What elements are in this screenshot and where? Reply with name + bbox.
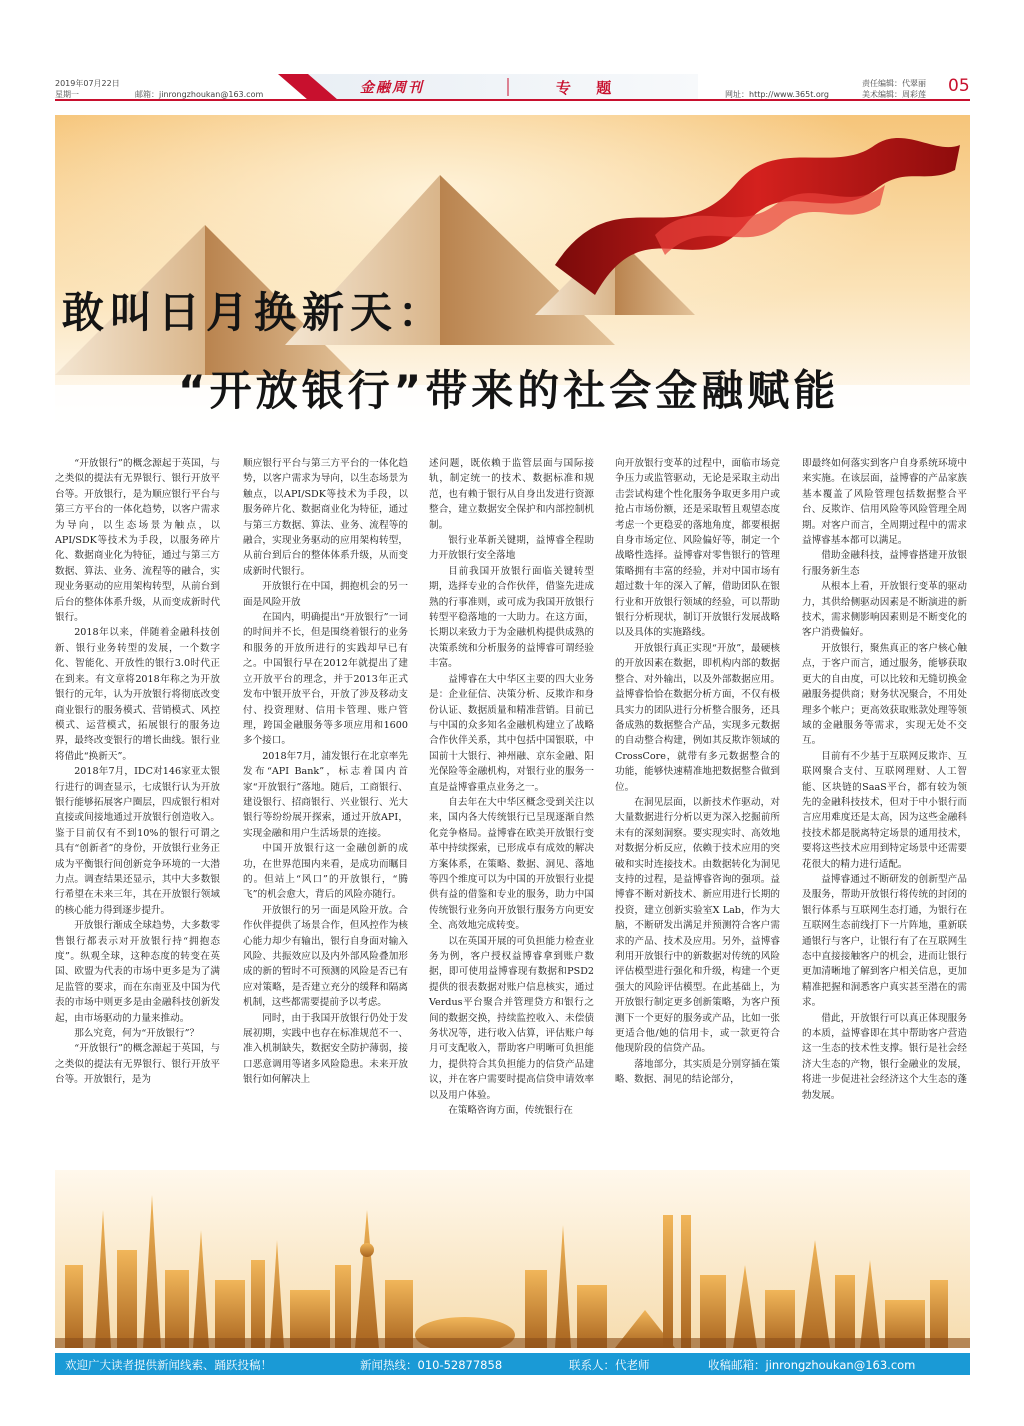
art-editor: 美术编辑：周彩莲: [862, 90, 926, 99]
paragraph: 向开放银行变革的过程中，面临市场竞争压力或监管驱动，无论是采取主动出击尝试构建个性化服务争取更多用户或抢占市场份额，还是采取暂且观望态度考虑一个更稳妥的落地角度，都要根据自身市场定位、风险偏好等，制定一个战略性选择。益博睿对零售银行的管理策略拥有丰富的经验，并对中国市场有超过数十年的深入了解，借助团队在银行业和开放银行领域的经验，可以帮助银行分析现状，制订开放银行发展战略以及具体的实施路线。: [615, 458, 780, 639]
paragraph: “开放银行”的概念源起于英国，与之类似的提法有无界银行、银行开放平台等。开放银行，是为顺应银行平台与第三方平台的一体化趋势，以客户需求为导向，以生态场景为触点，以API/SDK等技术为手段，以服务碎片化、数据商业化为特征，通过与第三方数据、算法、业务、流程等的融合，实现业务驱动的应用架构转型，从前台到后台的整体体系升级，从而变成新时代银行。: [55, 458, 220, 624]
paragraph: 目前我国开放银行面临关键转型期，选择专业的合作伙伴，借鉴先进成熟的行事准则，或可成为我国开放银行转型平稳落地的一大助力。在这方面，长期以来致力于为金融机构提供成熟的决策系统和分析服务的益博睿可谓经验丰富。: [429, 565, 594, 670]
header-website[interactable]: 网址：http://www.365t.org: [725, 90, 830, 99]
header-divider: [55, 99, 970, 101]
subheading: 开放银行在中国，拥抱机会的另一面是风险开放: [243, 581, 408, 608]
article-column-3: [429, 456, 594, 1118]
paragraph: 自去年在大中华区概念受到关注以来，国内各大传统银行已呈现逐渐自然化竞争格局。益博睿在欧美开放银行变革中持续探索，已形成卓有成效的解决方案体系，在策略、数据、洞见、落地等四个维度可以为中国的开放银行业提供有益的借鉴和专业的服务，助力中国传统银行业务向开放银行服务方向更安全、高效地完成转变。: [429, 796, 594, 932]
footer-bar: [55, 1353, 970, 1375]
page-number: 05: [948, 76, 970, 96]
section-title: 专 题: [556, 79, 622, 97]
subheading: 借助金融科技，益博睿搭建开放银行服务新生态: [802, 550, 967, 577]
paragraph: 以在英国开展的可负担能力检查业务为例，客户授权益博睿拿到账户数据，即可使用益博睿现有数据和PSD2提供的很表数据对账户信息核实，通过Verdus平台聚合并管理贷方和银行之间的数据交换，持续监控收入、未偿债务状况等，进行收入估算，评估账户每月可支配收入，帮助客户明晰可负担能力，提供符合其负担能力的信贷产品建议，并在客户需要时提高信贷申请效率以及用户体验。: [429, 935, 594, 1101]
paragraph: 那么究竟，何为“开放银行”？: [74, 1028, 200, 1040]
paragraph: 即最终如何落实到客户自身系统环境中来实施。在该层面，益博睿的产品家族基本覆盖了风险管理包括数据整合平台、反欺诈、信用风险等风险管理全周期。对客户而言，全周期过程中的需求益博睿基本都可以满足。: [802, 458, 967, 547]
paragraph: 目前有不少基于互联网反欺诈、互联网聚合支付、互联网理财、人工智能、区块链的SaaS平台，都有较为领先的金融科技技术，但对于中小银行而言应用难度还是太高，因为这些金融科技技术都是脱离特定场景的通用技术，要将这些技术应用到特定场景中还需要花很大的精力进行适配。: [802, 750, 967, 870]
paragraph: 在策略咨询方面，传统银行在: [448, 1105, 573, 1117]
issue-date: 2019年07月22日: [55, 79, 120, 88]
article-column-1: [55, 456, 220, 1088]
paragraph: 2018年7月，IDC对146家亚太银行进行的调查显示，七成银行认为开放银行能够拓展客户圈层，四成银行相对直接或间接地通过开放银行创造收入。鉴于目前仅有不到10%的银行可谓之具有“创新者”的身份，开放银行业务正成为平衡银行间创新竞争环境的一大潜力点。调查结果还显示，其中大多数银行希望在未来三年，其在开放银行领域的核心能力得到逐步提升。: [55, 766, 220, 916]
paragraph: 在国内，明确提出“开放银行”一词的时间并不长，但是围绕着银行的业务和服务的开放所进行的实践却早已有之。中国银行早在2012年就提出了建立开放平台的理念，并于2013年正式发布中银开放平台，开放了涉及移动支付、投资理财、信用卡管理、账户管理，跨国金融服务等多项应用和1600多个接口。: [243, 612, 408, 747]
paragraph: 益博睿通过不断研发的创新型产品及服务，帮助开放银行将传统的封闭的银行体系与互联网生态打通，为银行在互联网生态前线打下一片阵地，重新联通银行与客户，让银行有了在互联网生态中直接接触客户的机会，进而让银行更加清晰地了解到客户相关信息，更加精准把握和洞悉客户真实甚至潜在的需求。: [802, 873, 967, 1009]
paragraph: 中国开放银行这一金融创新的成功，在世界范围内来看，是成功而瞩目的。但站上“风口”的开放银行，“腾飞”的机会愈大，背后的风险亦随行。: [243, 843, 408, 901]
paragraph: 益博睿在大中华区主要的四大业务是：企业征信、决策分析、反欺诈和身份认证、数据质量和精准营销。目前已与中国的众多知名金融机构建立了战略合作伙伴关系，其中包括中国银联，中国前十大银行、神州融、京东金融、阳光保险等金融机构，对银行业的服务一直是益博睿重点业务之一。: [429, 673, 594, 793]
paragraph: 开放银行，聚焦真正的客户核心触点，于客户而言，通过服务，能够获取更大的自由度，可以比较和无缝切换金融服务提供商；财务状况聚合，不用处理多个帐户；更高效获取账款处理等领域的金融服务等需求，实现无处不交互。: [802, 642, 967, 747]
headline-line-1: 敢叫日月换新天：: [62, 288, 447, 337]
paragraph: 同时，由于我国开放银行仍处于发展初期，实践中也存在标准规范不一、准入机制缺失，数据安全防护薄弱，接口恶意调用等诸多风险隐患。未来开放银行如何解决上: [243, 1012, 408, 1086]
header-banner: [278, 74, 698, 100]
paragraph: 开放银行渐成全球趋势，大多数零售银行都表示对开放银行持“拥抱态度”。纵观全球，这种态度的转变在英国、欧盟为代表的市场中更多是为了满足监管的要求，而在东南亚及中国为代表的市场中则更多是由金融科技创新发起，由市场驱动的力量来推动。: [55, 920, 220, 1024]
paragraph: 述问题，既依赖于监管层面与国际接轨，制定统一的技术、数据标准和规范，也有赖于银行从自身出发进行资源整合，建立数据安全保护和内部控制机制。: [429, 458, 594, 531]
footer-call-for-submissions: 欢迎广大读者提供新闻线索、踊跃投稿！: [65, 1358, 272, 1372]
header-email: 邮箱：jinrongzhoukan@163.com: [135, 90, 264, 99]
paragraph: 开放银行的另一面是风险开放。合作伙伴提供了场景合作，但风控作为核心能力却少有输出，银行自身面对输入风险、共振效应以及内外部风险叠加形成的新的暂时不可预测的风险是否已有应对策略，是否建立充分的缓释和隔离机制，这些都需要提前予以考虑。: [243, 904, 408, 1009]
paragraph: 2018年以来，伴随着金融科技创新、银行业务转型的发展，一个数字化、智能化、开放性的银行3.0时代正在到来。有文章将2018年称之为开放银行的元年，认为开放银行将彻底改变商业银行的服务模式、营销模式、风控模式、运营模式，拓展银行的服务边界，最终改变银行的增长曲线。银行业将借此“换新天”。: [55, 627, 220, 762]
footer-news-hotline[interactable]: 新闻热线：010-52877858: [360, 1358, 503, 1372]
paragraph: 从根本上看，开放银行变革的驱动力，其供给侧驱动因素是不断演进的新技术，需求侧影响因素则是不断变化的客户消费偏好。: [802, 581, 967, 639]
paragraph: 借此，开放银行可以真正体现服务的本质，益博睿即在其中帮助客户营造这一生态的技术性支撑。银行是社会经济大生态的产物，银行金融业的发展，将进一步促进社会经济这个大生态的蓬勃发展。: [802, 1012, 967, 1101]
paragraph: 顺应银行平台与第三方平台的一体化趋势，以客户需求为导向，以生态场景为触点，以API/SDK等技术为手段，以服务碎片化、数据商业化为特征，通过与第三方数据、算法、业务、流程等的融合，实现业务驱动的应用架构转型，从前台到后台的整体体系升级，从而变成新时代银行。: [243, 458, 408, 577]
footer-submission-email[interactable]: 收稿邮箱：jinrongzhoukan@163.com: [708, 1358, 916, 1372]
article-column-2: [243, 456, 408, 1088]
paragraph: 2018年7月，浦发银行在北京率先发布“API Bank”，标志着国内首家“开放银行”落地。随后，工商银行、建设银行、招商银行、兴业银行、光大银行等纷纷展开探索，通过开放API，实现金融和用户生活场景的连接。: [243, 750, 408, 839]
paragraph: 落地部分，其实质是分别穿插在策略、数据、洞见的结论部分，: [615, 1058, 780, 1086]
footer-contact: 联系人：代老师: [569, 1358, 650, 1372]
masthead-logo: 金融周刊: [360, 80, 424, 96]
paragraph: 在洞见层面，以新技术作驱动，对大量数据进行分析以更为深入挖掘前所未有的深刻洞察。要实现实时、高效地对数据分析反应，依赖于技术应用的突破和实时连接技术。由数据转化为洞见支持的过程，是益博睿咨询的强项。益博睿不断对新技术、新应用进行长期的投资，建立创新实验室X Lab，作为大脑，不断研发出满足并预测符合客户需求的产品、技术及应用。另外，益博睿利用开放银行中的新数据对传统的风险评估模型进行强化和升级，构建一个更强大的风险评估模型。在此基础上，为开放银行制定更多创新策略，为客户预测下一个更好的服务或产品，比如一张更适合他/她的信用卡，或一款更符合他现阶段的信贷产品。: [615, 796, 780, 1055]
headline-line-2: “开放银行”带来的社会金融赋能: [178, 366, 840, 415]
article-column-4: [615, 456, 780, 1088]
paragraph: “开放银行”的概念源起于英国，与之类似的提法有无界银行、银行开放平台等。开放银行，是为: [55, 1043, 220, 1086]
responsible-editor: 责任编辑：代翠丽: [862, 79, 926, 88]
issue-weekday: 星期一: [55, 90, 79, 99]
city-skyline-image: [55, 1170, 970, 1348]
article-column-5: [802, 456, 967, 1103]
paragraph: 开放银行真正实现“开放”，最硬核的开放因素在数据，即机构内部的数据整合、对外输出，以及外部数据应用。益博睿恰恰在数据分析方面，不仅有极具实力的团队进行分析整合服务，还具备成熟的数据整合产品，实现多元数据的自动整合构建，例如其反欺诈领域的CrossCore，就带有多元数据整合的功能，能够快速精准地把数据整合做到位。: [615, 642, 780, 793]
subheading: 银行业革新关键期，益博睿全程助力开放银行安全落地: [429, 535, 594, 562]
